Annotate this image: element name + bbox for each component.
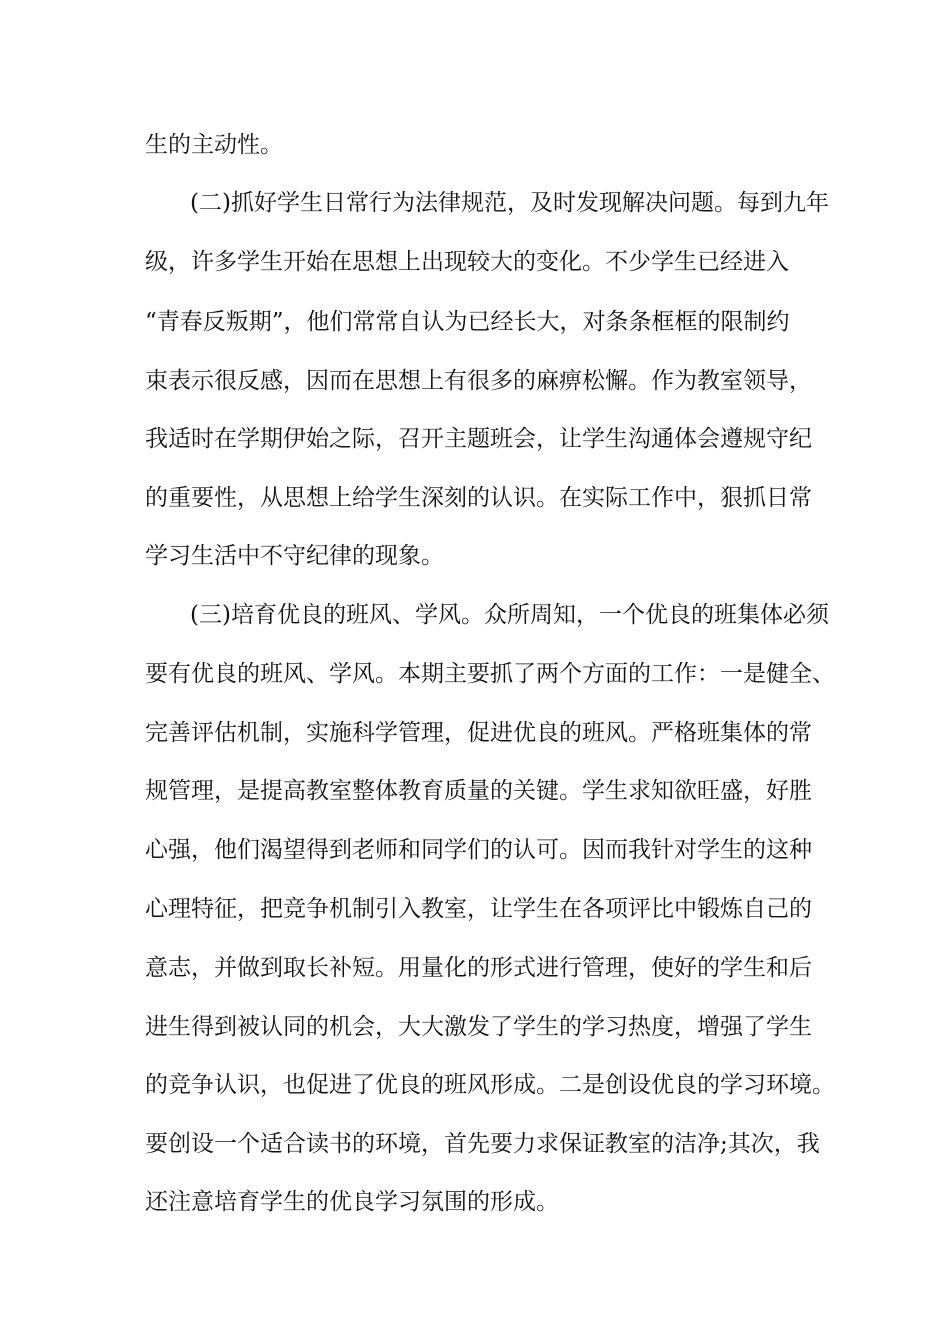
text-line-1: 生的主动性。 — [145, 132, 283, 158]
paragraph-3-line-10: 要创设一个适合读书的环境，首先要力求保证教室的洁净;其次，我 — [145, 1131, 820, 1157]
paragraph-3-line-3: 完善评估机制，实施科学管理，促进优良的班风。严格班集体的常 — [145, 720, 812, 746]
paragraph-2-line-5: 我适时在学期伊始之际，召开主题班会，让学生沟通体会遵规守纪 — [145, 426, 812, 452]
paragraph-3-line-6: 心理特征，把竞争机制引入教室，让学生在各项评比中锻炼自己的 — [145, 896, 812, 922]
paragraph-3-line-1: (三)培育优良的班风、学风。众所周知，一个优良的班集体必须 — [190, 602, 829, 628]
paragraph-2-line-7: 学习生活中不守纪律的现象。 — [145, 543, 444, 569]
paragraph-2-line-6: 的重要性，从思想上给学生深刻的认识。在实际工作中，狠抓日常 — [145, 485, 812, 511]
paragraph-2-line-3: “青春反叛期”，他们常常自认为已经长大，对条条框框的限制约 — [145, 309, 790, 335]
paragraph-3-line-9: 的竞争认识，也促进了优良的班风形成。二是创设优良的学习环境。 — [145, 1072, 835, 1098]
paragraph-3-line-11: 还注意培育学生的优良学习氛围的形成。 — [145, 1189, 559, 1215]
paragraph-3-line-7: 意志，并做到取长补短。用量化的形式进行管理，使好的学生和后 — [145, 955, 812, 981]
paragraph-3-line-4: 规管理，是提高教室整体教育质量的关键。学生求知欲旺盛，好胜 — [145, 778, 812, 804]
paragraph-3-line-2: 要有优良的班风、学风。本期主要抓了两个方面的工作：一是健全、 — [145, 661, 835, 687]
paragraph-3-line-5: 心强，他们渴望得到老师和同学们的认可。因而我针对学生的这种 — [145, 837, 812, 863]
paragraph-2-line-4: 束表示很反感，因而在思想上有很多的麻痹松懈。作为教室领导， — [145, 368, 812, 394]
paragraph-2-line-1: (二)抓好学生日常行为法律规范，及时发现解决问题。每到九年 — [190, 190, 829, 216]
paragraph-2-line-2: 级，许多学生开始在思想上出现较大的变化。不少学生已经进入 — [145, 249, 789, 275]
paragraph-3-line-8: 进生得到被认同的机会，大大激发了学生的学习热度，增强了学生 — [145, 1014, 812, 1040]
